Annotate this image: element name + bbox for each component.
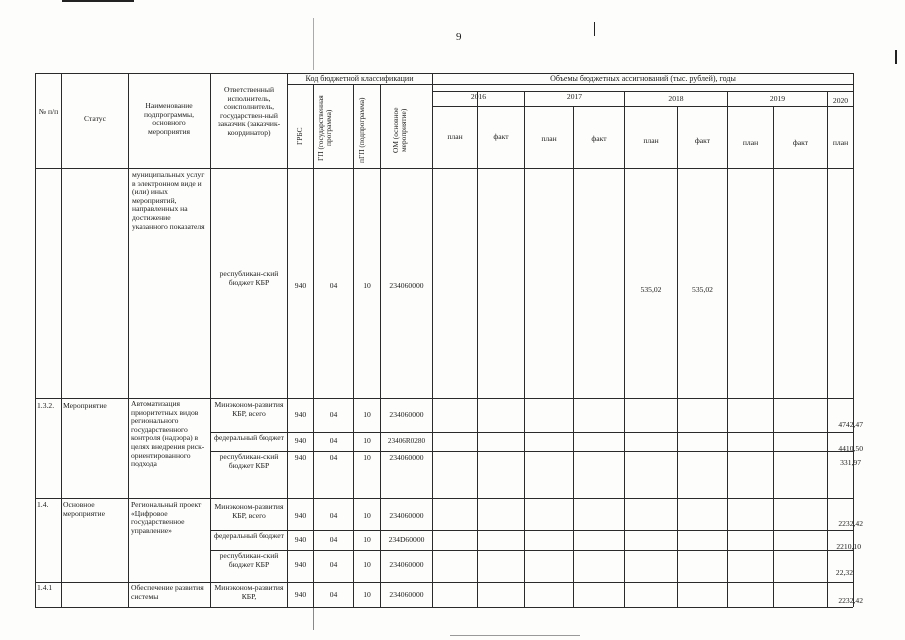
cont-plan-2018: 535,02	[640, 285, 662, 294]
header-responsible: Ответственный исполнитель, соисполнитель, государствен-ный заказчик (заказчик-координатор)	[217, 85, 281, 137]
row-14-line1-gp: 04	[329, 511, 338, 520]
row-132-line2-grbs: 940	[294, 436, 307, 445]
page-number: 9	[456, 31, 462, 43]
row-141-num: 1.4.1	[37, 583, 53, 592]
row-132-line2-pgp: 10	[363, 436, 371, 445]
row-14-line3-grbs: 940	[294, 560, 307, 569]
header-fact-2018: факт	[694, 136, 711, 145]
row-14-line3-responsible: республикан-ский бюджет КБР	[219, 551, 279, 569]
row-14-line3-gp: 04	[329, 560, 338, 569]
scan-artifact-right	[895, 50, 897, 64]
cont-pgp: 10	[363, 281, 371, 290]
row-132-line2-om: 23406R0280	[387, 437, 426, 445]
header-volumes: Объемы бюджетных ассигнований (тыс. рублей), годы	[550, 74, 736, 83]
row-14-line2-plan-2020: 2210,10	[836, 542, 861, 551]
row-132-line3-pgp: 10	[363, 453, 371, 462]
row-141-name: Обеспечение развития системы	[131, 583, 204, 601]
row-132-line3-responsible: республикан-ский бюджет КБР	[219, 452, 279, 470]
cont-om: 234060000	[389, 281, 424, 290]
row-132-line3-gp: 04	[329, 453, 338, 462]
row-14-line1-om: 234060000	[389, 511, 424, 520]
row-14-line2-pgp: 10	[363, 535, 371, 544]
row-141-responsible: Минэконом-развития КБР,	[214, 583, 284, 601]
row-14-line1-grbs: 940	[294, 511, 307, 520]
row-132-line1-pgp: 10	[363, 410, 371, 419]
scan-artifact-top	[62, 0, 134, 2]
row-14-num: 1.4.	[37, 500, 49, 509]
header-plan-2016: план	[447, 132, 463, 141]
row-14-line1-plan-2020: 2232,42	[838, 519, 863, 528]
row-14-line2-grbs: 940	[294, 535, 307, 544]
row-141-om: 234060000	[389, 590, 424, 599]
row-14-line2-gp: 04	[329, 535, 338, 544]
header-name: Наименование подпрограммы, основного мероприятия	[143, 101, 195, 136]
row-14-line2-om: 234D60000	[388, 535, 425, 544]
row-132-line3-om: 234060000	[389, 453, 424, 462]
row-132-name: Автоматизация приоритетных видов регионального государственного контроля (надзора) в целях внедрения риск-ориентированного подхода	[131, 399, 205, 469]
cont-fact-2018: 535,02	[692, 285, 713, 294]
row-132-line2-plan-2020: 4410,50	[838, 444, 863, 453]
row-132-line3-grbs: 940	[294, 453, 307, 462]
scan-artifact-bottom-line	[450, 635, 580, 636]
row-132-line1-plan-2020: 4742,47	[838, 420, 863, 429]
header-year-2017: 2017	[566, 92, 583, 101]
row-14-line3-plan-2020: 22,32	[835, 568, 853, 577]
header-year-2018: 2018	[668, 94, 684, 103]
row-141-pgp: 10	[363, 590, 371, 599]
row-14-line1-responsible: Минэконом-развития КБР, всего	[214, 502, 284, 520]
header-fact-2017: факт	[591, 134, 607, 143]
scan-artifact-left-tick	[313, 608, 314, 630]
header-status: Статус	[84, 114, 106, 123]
scan-artifact-top-tick	[313, 18, 314, 70]
row-132-line1-grbs: 940	[294, 410, 307, 419]
header-fact-2016: факт	[493, 132, 509, 141]
row-132-line2-responsible: федеральный бюджет	[214, 433, 284, 442]
scan-artifact-tick	[594, 22, 595, 36]
header-plan-2019: план	[742, 138, 759, 147]
row-132-line2-gp: 04	[329, 436, 338, 445]
header-om: ОМ (основное мероприятие)	[391, 107, 409, 153]
row-132-line1-om: 234060000	[389, 410, 424, 419]
header-grbs: ГРБС	[295, 127, 304, 145]
header-plan-2017: план	[541, 134, 557, 143]
header-num: № п/п	[38, 107, 59, 116]
row-132-line1-gp: 04	[329, 410, 338, 419]
row-132-num: 1.3.2.	[37, 401, 55, 410]
row-14-line3-om: 234060000	[389, 560, 424, 569]
header-fact-2019: факт	[792, 138, 809, 147]
row-132-line3-plan-2020: 331,97	[840, 458, 861, 467]
row-14-name: Региональный проект «Цифровое государственное управление»	[131, 500, 202, 535]
row-14-line2-responsible: федеральный бюджет	[214, 531, 284, 540]
cont-gp: 04	[329, 281, 338, 290]
row-14-line3-pgp: 10	[363, 560, 371, 569]
row-141-plan-2020: 2232,42	[838, 596, 863, 605]
cont-grbs: 940	[294, 281, 307, 290]
header-year-2016: 2016	[470, 92, 487, 101]
header-plan-2018: план	[643, 136, 659, 145]
header-pgp: пГП (подпрограмма)	[357, 97, 366, 163]
row-132-line1-responsible: Минэконом-развития КБР, всего	[214, 400, 284, 418]
row-141-gp: 04	[329, 590, 338, 599]
cont-name: муниципальных услуг в электронном виде и (или) иных мероприятий, направленных на достижение указанного показателя	[132, 170, 205, 231]
header-plan-2020: план	[832, 138, 849, 147]
row-141-grbs: 940	[294, 590, 307, 599]
row-14-status: Основное мероприятие	[63, 500, 105, 518]
cont-responsible: республикан-ский бюджет КБР	[219, 269, 279, 287]
row-14-line1-pgp: 10	[363, 511, 371, 520]
row-132-status: Мероприятие	[63, 401, 107, 410]
header-year-2020: 2020	[832, 96, 849, 105]
header-year-2019: 2019	[769, 94, 786, 103]
header-budget-code: Код бюджетной классификации	[305, 74, 414, 83]
header-gp: ГП (государственная программа)	[316, 95, 334, 161]
